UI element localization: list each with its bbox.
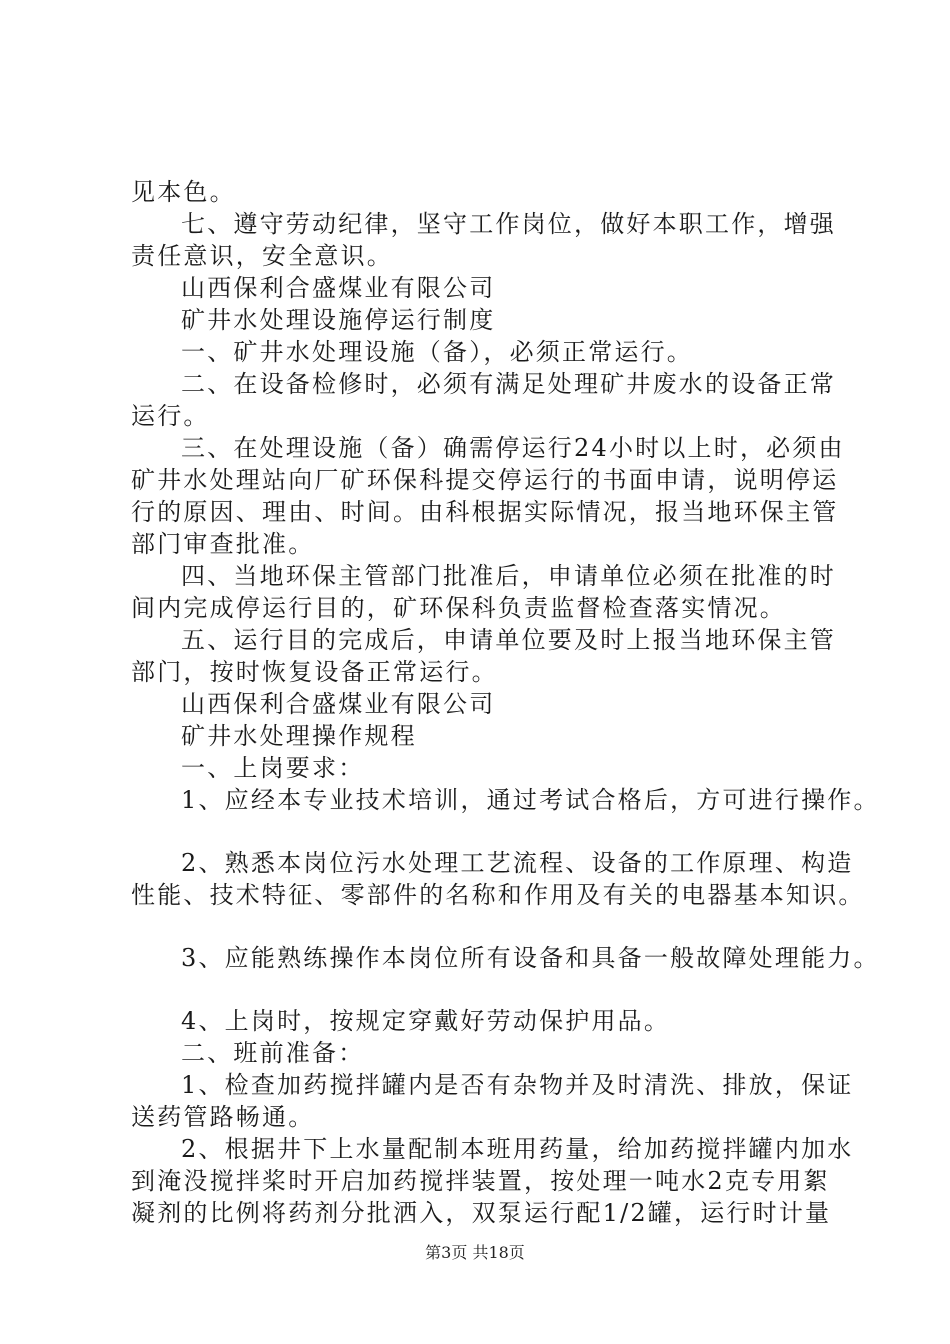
- text-line: 矿井水处理操作规程: [181, 722, 417, 750]
- text-line: 七、遵守劳动纪律，坚守工作岗位，做好本职工作，增强: [181, 210, 836, 238]
- text-line: 到淹没搅拌桨时开启加药搅拌装置，按处理一吨水2克专用絮: [131, 1167, 830, 1195]
- text-line: 五、运行目的完成后，申请单位要及时上报当地环保主管: [181, 626, 836, 654]
- text-line: 凝剂的比例将药剂分批洒入，双泵运行配1/2罐，运行时计量: [131, 1199, 832, 1227]
- text-line: 一、上岗要求：: [181, 754, 365, 782]
- text-line: 2、根据井下上水量配制本班用药量，给加药搅拌罐内加水: [181, 1135, 854, 1163]
- text-line: 二、在设备检修时，必须有满足处理矿井废水的设备正常: [181, 370, 836, 398]
- text-line: 行的原因、理由、时间。由科根据实际情况，报当地环保主管: [131, 498, 839, 526]
- text-line: 见本色。: [131, 178, 236, 206]
- text-line: 3、应能熟练操作本岗位所有设备和具备一般故障处理能力。: [181, 944, 880, 972]
- document-body: [131, 176, 880, 1229]
- text-line: 一、矿井水处理设施（备），必须正常运行。: [181, 338, 693, 366]
- text-line: 1、检查加药搅拌罐内是否有杂物并及时清洗、排放，保证: [181, 1071, 854, 1099]
- text-line: 部门，按时恢复设备正常运行。: [131, 658, 498, 686]
- text-line: 4、上岗时，按规定穿戴好劳动保护用品。: [181, 1007, 671, 1035]
- text-line: 矿井水处理站向厂矿环保科提交停运行的书面申请，说明停运: [131, 466, 839, 494]
- text-line: 间内完成停运行目的，矿环保科负责监督检查落实情况。: [131, 594, 786, 622]
- text-line: 性能、技术特征、零部件的名称和作用及有关的电器基本知识。: [131, 881, 865, 909]
- text-line: 矿井水处理设施停运行制度: [181, 306, 496, 334]
- page-footer: 第3页 共18页: [425, 1243, 525, 1262]
- text-line: 山西保利合盛煤业有限公司: [181, 274, 496, 302]
- text-line: 山西保利合盛煤业有限公司: [181, 690, 496, 718]
- text-line: 责任意识，安全意识。: [131, 242, 393, 270]
- text-line: 送药管路畅通。: [131, 1103, 315, 1131]
- text-line: 四、当地环保主管部门批准后，申请单位必须在批准的时: [181, 562, 836, 590]
- text-line: 三、在处理设施（备）确需停运行24小时以上时，必须由: [181, 434, 845, 462]
- text-line: 运行。: [131, 402, 210, 430]
- text-line: 部门审查批准。: [131, 530, 315, 558]
- text-line: 2、熟悉本岗位污水处理工艺流程、设备的工作原理、构造: [181, 849, 854, 877]
- text-line: 1、应经本专业技术培训，通过考试合格后，方可进行操作。: [181, 786, 880, 814]
- text-line: 二、班前准备：: [181, 1039, 365, 1067]
